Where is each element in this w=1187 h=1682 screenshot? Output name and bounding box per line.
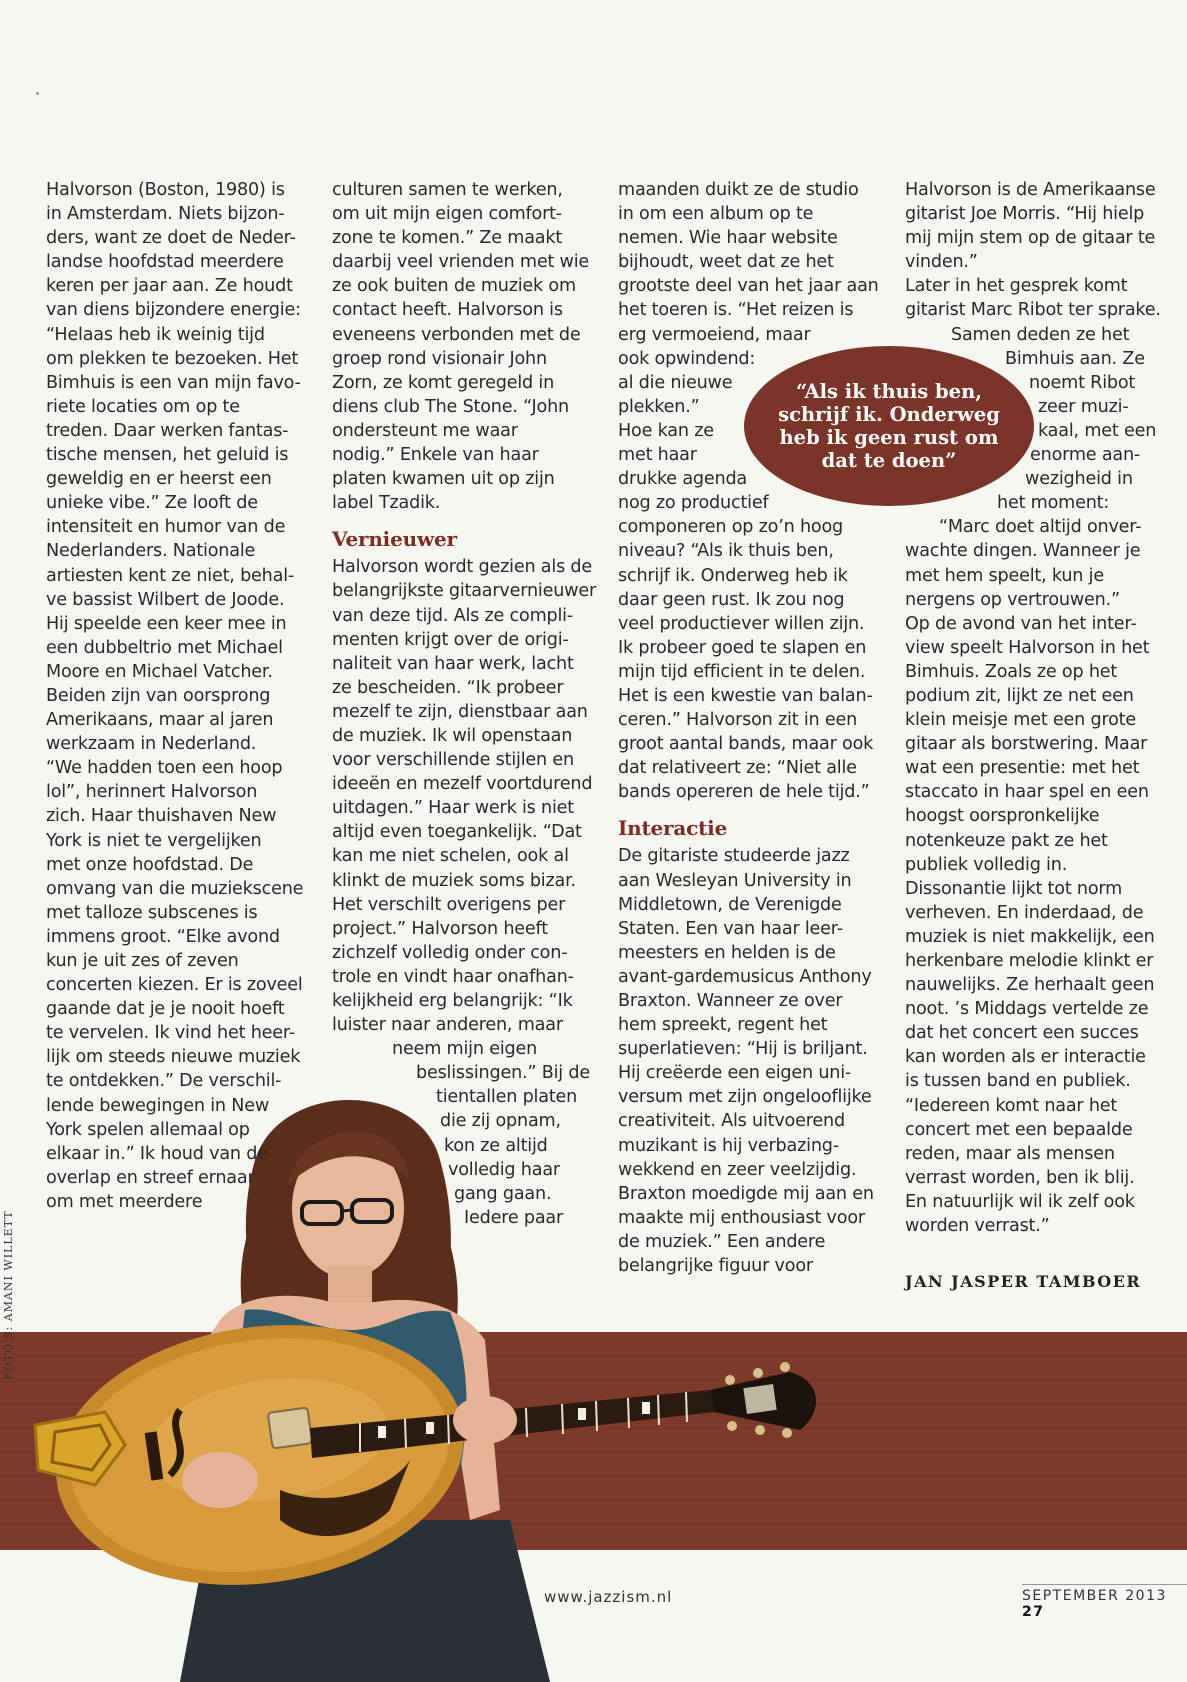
wrapped-line: Iedere paar <box>464 1207 564 1228</box>
wrapped-line: Samen deden ze het <box>951 324 1130 345</box>
article-column-3 <box>618 178 883 1278</box>
body-paragraph: maanden duikt ze de studio in om een album op te nemen. Wie haar website bijhoudt, weet dat ze het grootste deel van het jaar aan het toeren is. “Het reizen is erg vermoeiend, maar ook opwindend: al die nieuwe plekken.” Hoe kan ze met haar drukke agenda nog zo productief componeren op zo’n hoog niveau? “Als ik thuis ben, schrijf ik. Onderweg heb ik daar geen rust. Ik zou nog veel productiever willen zijn. Ik probeer goed te slapen en mijn tijd efficient in te delen. Het is een kwestie van balan- ceren.” Halvorson zit in een groot aantal bands, maar ook dat relativeert ze: “Niet alle bands opereren de hele tijd.” <box>618 180 879 803</box>
footer-url: www.jazzism.nl <box>544 1588 673 1606</box>
wrapped-line: volledig haar <box>448 1159 560 1180</box>
body-paragraph: De gitariste studeerde jazz aan Wesleyan University in Middletown, de Verenigde Staten. Een van haar leer- meesters en helden is de avant-gardemusicus Anthony Braxton. Wanneer ze over hem spreekt, regent het superlatieven: “Hij is briljant. Hij creëerde een eigen uni- versum met zijn ongelooflijke creativiteit. Als uitvoerend muzikant is hij verbazing- wekkend en zeer veelzijdig. Braxton moedigde mij aan en maakte mij enthousiast voor de muziek.” Een andere belangrijke figuur voor <box>618 846 874 1277</box>
body-paragraph: Halvorson is de Amerikaanse gitarist Joe Morris. “Hij hielp mij mijn stem op de gitaar te vinden.” Later in het gesprek komt gitarist Marc Ribot ter sprake. <box>905 180 1161 321</box>
issue-date: SEPTEMBER 2013 <box>1022 1588 1167 1604</box>
body-paragraph: Halvorson wordt gezien als de belangrijkste gitaarvernieuwer van deze tijd. Als ze compli- menten krijgt over de origi- naliteit van haar werk, lacht ze bescheiden. “Ik probeer mezelf te zijn, dienstbaar aan de muziek. Ik wil openstaan voor verschillende stijlen en ideeën en mezelf voortdurend uitdagen.” Haar werk is niet altijd even toegankelijk. “Dat kan me niet schelen, ook al klinkt de muziek soms bizar. Het verschilt overigens per project.” Halvorson heeft zichzelf volledig onder con- trole en vindt haar onafhan- kelijkheid erg belangrijk: “Ik luister naar anderen, maar <box>332 557 597 1036</box>
section-heading: Interactie <box>618 816 728 841</box>
body-paragraph: wachte dingen. Wanneer je met hem speelt, kun je nergens op vertrouwen.” Op de avond van het inter- view speelt Halvorson in het Bimhuis. Zoals ze op het podium zit, lijkt ze net een klein meisje met een grote gitaar als borstwering. Maar wat een presentie: met het staccato in haar spel en een hoogst oorspronkelijke notenkeuze pakt ze het publiek volledig in. Dissonantie lijkt tot norm verheven. En inderdaad, de muziek is niet makkelijk, een herkenbare melodie klinkt er nauwelijks. Ze herhaalt geen noot. ’s Middags vertelde ze dat het concert een succes kan worden als er interactie is tussen band en publiek. “Iedereen komt naar het concert met een bepaalde reden, maar als mensen verrast worden, ben ik blij. En natuurlijk wil ik zelf ook worden verrast.” <box>905 541 1155 1237</box>
wrapped-line: Bimhuis aan. Ze <box>1005 348 1145 369</box>
page-number: 27 <box>1022 1604 1045 1620</box>
section-heading: Vernieuwer <box>332 527 457 552</box>
article-column-4 <box>905 178 1170 1238</box>
wrapped-line: het moment: <box>997 493 1110 514</box>
speck <box>36 92 39 95</box>
wrapped-line: tientallen platen <box>436 1087 578 1108</box>
wrapped-line: kaal, met een <box>1038 420 1157 441</box>
pull-quote-text: “Als ik thuis ben, schrijf ik. Onderweg heb ik geen rust om dat te doen” <box>778 380 1000 472</box>
wrapped-line: kon ze altijd <box>444 1135 548 1156</box>
article-column-2 <box>332 178 597 1230</box>
body-paragraph: culturen samen te werken, om uit mijn eigen comfort- zone te komen.” Ze maakt daarbij veel vrienden met wie ze ook buiten de muziek om contact heeft. Halvorson is eveneens verbonden met de groep rond visionair John Zorn, ze komt geregeld in diens club The Stone. “John ondersteunt me waar nodig.” Enkele van haar platen kwamen uit op zijn label Tzadik. <box>332 180 590 514</box>
footer-issue <box>1022 1584 1187 1620</box>
photo-credit: FOTO'S: AMANI WILLETT <box>2 1210 15 1380</box>
wrapped-line: beslissingen.” Bij de <box>416 1063 590 1084</box>
wrapped-line: zeer muzi- <box>1038 396 1129 417</box>
wrapped-line: gang gaan. <box>454 1183 552 1204</box>
author-byline: JAN JASPER TAMBOER <box>905 1272 1142 1291</box>
wrapped-line: “Marc doet altijd onver- <box>939 517 1142 538</box>
pull-quote <box>744 346 1034 506</box>
wrapped-line: die zij opnam, <box>440 1111 561 1132</box>
wrapped-line: enorme aan- <box>1030 445 1141 466</box>
wrapped-line: wezigheid in <box>1025 469 1133 490</box>
article-column-1 <box>46 178 311 1214</box>
wrapped-line: noemt Ribot <box>1029 372 1136 393</box>
body-paragraph: Halvorson (Boston, 1980) is in Amsterdam. Niets bijzon- ders, want ze doet de Neder- landse hoofdstad meerdere keren per jaar aan. Ze houdt van diens bijzondere energie: “Helaas heb ik weinig tijd om plekken te bezoeken. Het Bimhuis is een van mijn favo- riete locaties om op te treden. Daar werken fantas- tische mensen, het geluid is geweldig en er heerst een unieke vibe.” Ze looft de intensiteit en humor van de Nederlanders. Nationale artiesten kent ze niet, behal- ve bassist Wilbert de Joode. Hij speelde een keer mee in een dubbeltrio met Michael Moore en Michael Vatcher. Beiden zijn van oorsprong Amerikaans, maar al jaren werkzaam in Nederland. “We hadden toen een hoop lol”, herinnert Halvorson zich. Haar thuishaven New York is niet te vergelijken met onze hoofdstad. De omvang van die muziekscene met talloze subscenes is immens groot. “Elke avond kun je uit zes of zeven concerten kiezen. Er is zoveel gaande dat je je nooit hoeft te vervelen. Ik vind het heer- lijk om steeds nieuwe muziek te ontdekken.” De verschil- lende bewegingen in New York spelen allemaal op elkaar in.” Ik houd van de overlap en streef ernaar om met meerdere <box>46 180 304 1212</box>
wrapped-line: neem mijn eigen <box>392 1039 538 1060</box>
